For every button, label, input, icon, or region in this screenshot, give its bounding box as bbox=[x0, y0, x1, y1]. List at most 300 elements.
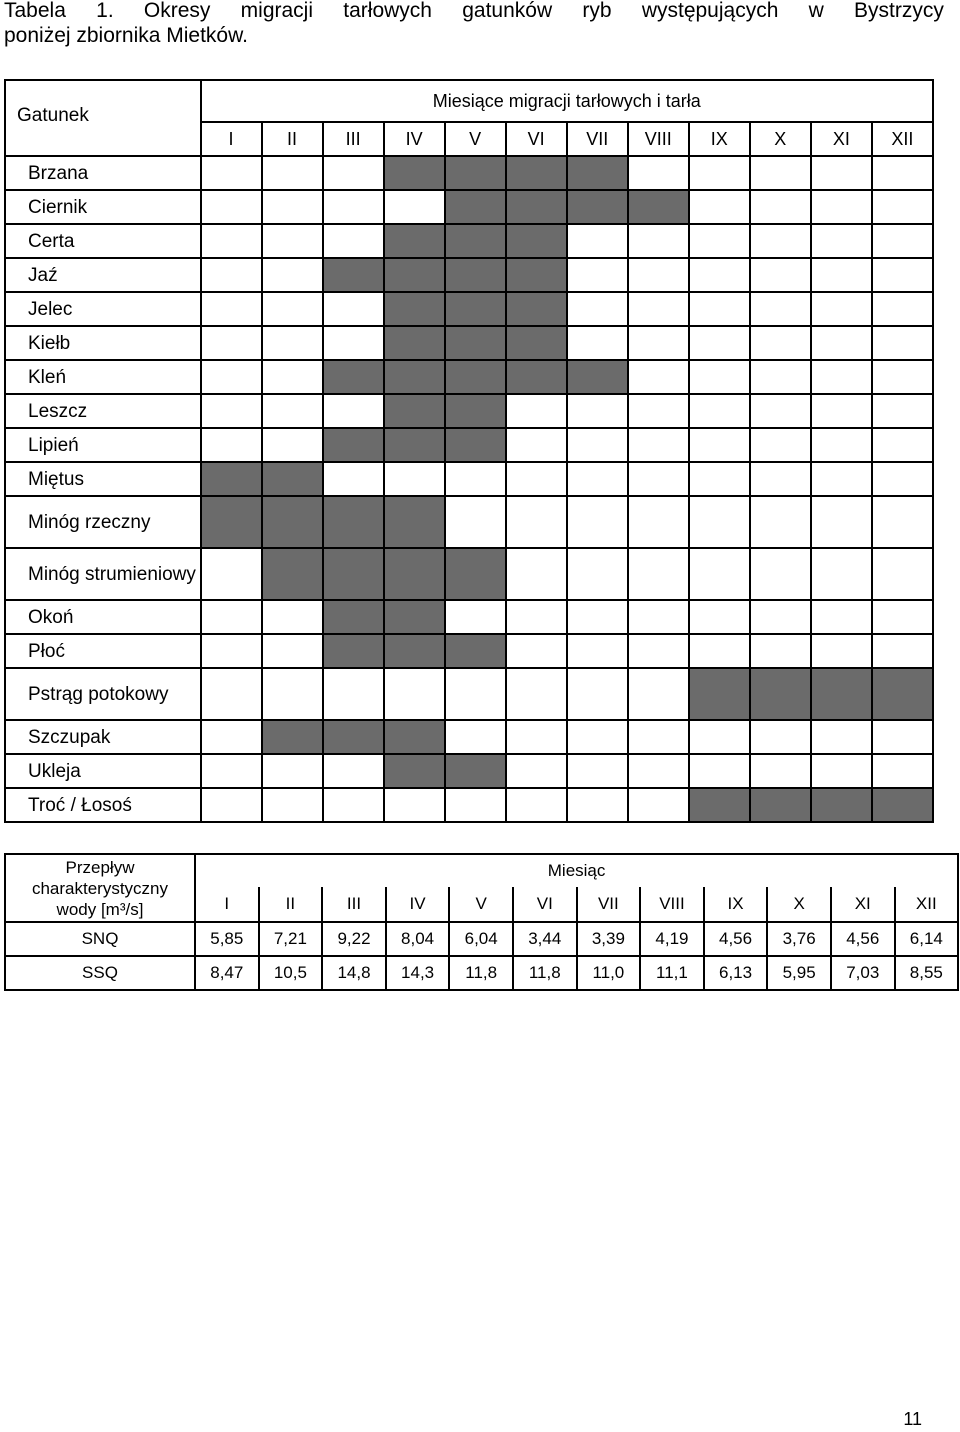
flow-value: 4,56 bbox=[831, 922, 895, 956]
month-cell bbox=[872, 156, 933, 190]
month-cell-shaded bbox=[384, 496, 445, 548]
month-cell bbox=[811, 754, 872, 788]
month-cell bbox=[445, 720, 506, 754]
month-cell bbox=[750, 292, 811, 326]
month-cell bbox=[811, 224, 872, 258]
month-cell bbox=[750, 156, 811, 190]
flow-months-header: Miesiąc bbox=[195, 854, 958, 887]
flow-month-header: VI bbox=[513, 887, 577, 922]
month-header-cell: I bbox=[201, 122, 262, 156]
month-cell bbox=[811, 292, 872, 326]
month-cell-shaded bbox=[445, 224, 506, 258]
caption-line-2: poniżej zbiornika Mietków. bbox=[4, 24, 248, 47]
species-name: Minóg rzeczny bbox=[5, 496, 201, 548]
month-cell bbox=[567, 668, 628, 720]
month-cell bbox=[323, 394, 384, 428]
month-cell-shaded bbox=[384, 600, 445, 634]
flow-value: 7,03 bbox=[831, 956, 895, 990]
month-cell bbox=[628, 224, 689, 258]
month-cell bbox=[872, 720, 933, 754]
species-row bbox=[5, 462, 933, 496]
species-row bbox=[5, 634, 933, 668]
month-cell-shaded bbox=[201, 496, 262, 548]
month-cell-shaded bbox=[384, 754, 445, 788]
month-cell-shaded bbox=[811, 788, 872, 822]
flow-header-line: charakterystyczny bbox=[31, 878, 169, 898]
flow-value: 11,0 bbox=[577, 956, 641, 990]
species-header-cell bbox=[5, 80, 201, 156]
month-cell bbox=[689, 292, 750, 326]
month-cell-shaded bbox=[323, 634, 384, 668]
month-cell-shaded bbox=[506, 258, 567, 292]
month-cell bbox=[628, 428, 689, 462]
species-row bbox=[5, 668, 933, 720]
species-name: Ciernik bbox=[5, 190, 201, 224]
month-cell bbox=[750, 600, 811, 634]
species-name: Minóg strumieniowy bbox=[5, 548, 201, 600]
flow-month-header: IX bbox=[704, 887, 768, 922]
month-header-cell: VII bbox=[567, 122, 628, 156]
month-cell bbox=[445, 600, 506, 634]
flow-value: 3,76 bbox=[767, 922, 831, 956]
flow-value: 3,44 bbox=[513, 922, 577, 956]
species-row bbox=[5, 496, 933, 548]
month-header-cell: VI bbox=[506, 122, 567, 156]
species-row bbox=[5, 326, 933, 360]
month-cell-shaded bbox=[506, 326, 567, 360]
month-cell bbox=[872, 292, 933, 326]
month-cell bbox=[689, 496, 750, 548]
month-cell bbox=[811, 258, 872, 292]
month-cell bbox=[872, 600, 933, 634]
month-cell bbox=[811, 462, 872, 496]
month-cell bbox=[201, 224, 262, 258]
month-cell-shaded bbox=[445, 326, 506, 360]
flow-header-line: Przepływ bbox=[65, 857, 135, 877]
flow-value: 7,21 bbox=[259, 922, 323, 956]
month-cell bbox=[201, 720, 262, 754]
month-cell bbox=[811, 634, 872, 668]
month-cell bbox=[262, 428, 323, 462]
month-cell-shaded bbox=[445, 754, 506, 788]
month-cell bbox=[262, 754, 323, 788]
month-cell bbox=[262, 190, 323, 224]
month-cell-shaded bbox=[323, 428, 384, 462]
page-number: 11 bbox=[903, 1409, 922, 1429]
month-cell bbox=[201, 258, 262, 292]
month-cell bbox=[506, 548, 567, 600]
month-cell bbox=[689, 224, 750, 258]
flow-value: 6,13 bbox=[704, 956, 768, 990]
month-cell-shaded bbox=[445, 360, 506, 394]
month-cell bbox=[750, 360, 811, 394]
species-name: Okoń bbox=[5, 600, 201, 634]
caption-word: Bystrzycy bbox=[854, 0, 944, 22]
flow-value: 3,39 bbox=[577, 922, 641, 956]
caption-word: Tabela bbox=[4, 0, 66, 22]
month-cell bbox=[445, 668, 506, 720]
month-cell bbox=[811, 496, 872, 548]
month-cell bbox=[445, 788, 506, 822]
month-cell bbox=[567, 394, 628, 428]
month-cell bbox=[750, 496, 811, 548]
month-cell bbox=[872, 258, 933, 292]
month-header-cell: V bbox=[445, 122, 506, 156]
flow-value: 14,3 bbox=[386, 956, 450, 990]
month-cell bbox=[445, 462, 506, 496]
flow-value: 10,5 bbox=[259, 956, 323, 990]
month-cell bbox=[567, 754, 628, 788]
month-cell-shaded bbox=[384, 292, 445, 326]
species-name: Jaź bbox=[5, 258, 201, 292]
month-header-cell: IV bbox=[384, 122, 445, 156]
month-cell bbox=[750, 548, 811, 600]
month-cell-shaded bbox=[384, 548, 445, 600]
month-cell-shaded bbox=[445, 258, 506, 292]
month-cell bbox=[262, 788, 323, 822]
flow-row bbox=[5, 922, 958, 956]
month-cell bbox=[811, 156, 872, 190]
month-cell bbox=[201, 190, 262, 224]
month-cell bbox=[872, 548, 933, 600]
month-cell-shaded bbox=[262, 496, 323, 548]
species-name: Kiełb bbox=[5, 326, 201, 360]
month-cell-shaded bbox=[384, 258, 445, 292]
month-cell bbox=[689, 190, 750, 224]
month-cell bbox=[628, 292, 689, 326]
month-cell-shaded bbox=[872, 788, 933, 822]
month-cell bbox=[506, 720, 567, 754]
species-row bbox=[5, 754, 933, 788]
month-cell bbox=[201, 634, 262, 668]
month-cell bbox=[445, 496, 506, 548]
species-row bbox=[5, 190, 933, 224]
month-cell bbox=[201, 394, 262, 428]
flow-row-label: SNQ bbox=[5, 922, 195, 956]
month-cell-shaded bbox=[323, 600, 384, 634]
species-name: Szczupak bbox=[5, 720, 201, 754]
month-cell bbox=[567, 720, 628, 754]
month-cell-shaded bbox=[628, 190, 689, 224]
month-cell bbox=[384, 788, 445, 822]
month-cell bbox=[628, 788, 689, 822]
month-cell bbox=[323, 754, 384, 788]
flow-month-header: IV bbox=[386, 887, 450, 922]
month-cell bbox=[628, 258, 689, 292]
flow-month-header: V bbox=[449, 887, 513, 922]
month-cell bbox=[872, 496, 933, 548]
caption-word: 1. bbox=[96, 0, 114, 22]
month-cell-shaded bbox=[506, 156, 567, 190]
flow-month-header: III bbox=[322, 887, 386, 922]
species-name: Ukleja bbox=[5, 754, 201, 788]
month-header-cell: VIII bbox=[628, 122, 689, 156]
flow-value: 9,22 bbox=[322, 922, 386, 956]
month-cell-shaded bbox=[750, 788, 811, 822]
month-cell bbox=[567, 788, 628, 822]
month-cell bbox=[384, 668, 445, 720]
flow-value: 8,55 bbox=[895, 956, 959, 990]
month-cell bbox=[323, 292, 384, 326]
month-cell bbox=[628, 462, 689, 496]
month-cell bbox=[201, 360, 262, 394]
month-cell bbox=[201, 668, 262, 720]
month-cell bbox=[262, 394, 323, 428]
month-cell bbox=[323, 190, 384, 224]
month-cell-shaded bbox=[506, 292, 567, 326]
month-cell bbox=[750, 190, 811, 224]
flow-value: 4,19 bbox=[640, 922, 704, 956]
month-cell bbox=[201, 428, 262, 462]
month-cell bbox=[567, 496, 628, 548]
month-cell bbox=[750, 720, 811, 754]
flow-month-header: X bbox=[767, 887, 831, 922]
month-cell bbox=[811, 720, 872, 754]
month-cell bbox=[628, 754, 689, 788]
month-cell bbox=[811, 360, 872, 394]
month-cell bbox=[384, 462, 445, 496]
flow-month-header: XI bbox=[831, 887, 895, 922]
flow-table bbox=[4, 853, 959, 991]
flow-month-header: I bbox=[195, 887, 259, 922]
month-cell bbox=[201, 548, 262, 600]
month-cell-shaded bbox=[384, 720, 445, 754]
species-name: Brzana bbox=[5, 156, 201, 190]
species-row bbox=[5, 788, 933, 822]
month-cell bbox=[872, 428, 933, 462]
month-cell bbox=[567, 600, 628, 634]
species-name: Pstrąg potokowy bbox=[5, 668, 201, 720]
month-cell bbox=[323, 156, 384, 190]
month-cell bbox=[628, 668, 689, 720]
month-cell bbox=[201, 292, 262, 326]
month-cell bbox=[567, 292, 628, 326]
month-cell-shaded bbox=[323, 360, 384, 394]
month-cell bbox=[262, 326, 323, 360]
flow-header-cell bbox=[5, 854, 195, 922]
flow-value: 11,8 bbox=[513, 956, 577, 990]
caption-line-1 bbox=[4, 0, 944, 23]
month-cell bbox=[506, 428, 567, 462]
month-cell-shaded bbox=[384, 156, 445, 190]
flow-value: 5,85 bbox=[195, 922, 259, 956]
month-cell bbox=[506, 394, 567, 428]
month-cell bbox=[323, 462, 384, 496]
month-cell bbox=[201, 156, 262, 190]
month-cell bbox=[628, 156, 689, 190]
month-header-cell: III bbox=[323, 122, 384, 156]
month-cell-shaded bbox=[506, 360, 567, 394]
months-header: Miesiące migracji tarłowych i tarła bbox=[201, 80, 933, 122]
month-cell bbox=[811, 190, 872, 224]
month-cell-shaded bbox=[567, 360, 628, 394]
month-cell bbox=[506, 754, 567, 788]
month-cell bbox=[323, 224, 384, 258]
month-cell bbox=[262, 258, 323, 292]
species-name: Leszcz bbox=[5, 394, 201, 428]
month-cell-shaded bbox=[384, 428, 445, 462]
month-cell bbox=[811, 394, 872, 428]
caption-word: migracji bbox=[240, 0, 314, 22]
flow-value: 4,56 bbox=[704, 922, 768, 956]
species-row bbox=[5, 600, 933, 634]
month-cell bbox=[201, 326, 262, 360]
month-cell-shaded bbox=[384, 360, 445, 394]
month-cell bbox=[750, 224, 811, 258]
species-row bbox=[5, 428, 933, 462]
month-cell bbox=[506, 496, 567, 548]
month-cell-shaded bbox=[323, 720, 384, 754]
month-cell-shaded bbox=[323, 548, 384, 600]
month-cell bbox=[811, 600, 872, 634]
month-cell bbox=[750, 394, 811, 428]
species-row bbox=[5, 292, 933, 326]
month-cell bbox=[201, 788, 262, 822]
month-cell bbox=[323, 788, 384, 822]
month-cell bbox=[750, 754, 811, 788]
month-cell bbox=[567, 428, 628, 462]
month-cell bbox=[262, 634, 323, 668]
caption-word: ryb bbox=[582, 0, 612, 22]
month-cell bbox=[750, 326, 811, 360]
month-cell bbox=[506, 634, 567, 668]
month-cell bbox=[628, 360, 689, 394]
species-header: Gatunek bbox=[17, 105, 89, 126]
month-cell bbox=[872, 224, 933, 258]
month-cell bbox=[689, 360, 750, 394]
migration-table bbox=[4, 79, 934, 823]
month-cell bbox=[567, 326, 628, 360]
month-cell bbox=[750, 428, 811, 462]
month-cell-shaded bbox=[872, 668, 933, 720]
species-row bbox=[5, 224, 933, 258]
month-cell bbox=[323, 326, 384, 360]
month-cell bbox=[811, 326, 872, 360]
month-cell bbox=[628, 600, 689, 634]
month-cell bbox=[567, 548, 628, 600]
month-cell bbox=[872, 190, 933, 224]
month-cell bbox=[872, 754, 933, 788]
month-cell bbox=[628, 720, 689, 754]
month-cell-shaded bbox=[506, 224, 567, 258]
flow-value: 8,47 bbox=[195, 956, 259, 990]
month-cell bbox=[628, 394, 689, 428]
month-cell-shaded bbox=[445, 292, 506, 326]
month-cell-shaded bbox=[445, 156, 506, 190]
month-header-cell: XI bbox=[811, 122, 872, 156]
flow-row-label: SSQ bbox=[5, 956, 195, 990]
flow-value: 5,95 bbox=[767, 956, 831, 990]
month-cell-shaded bbox=[201, 462, 262, 496]
month-cell bbox=[689, 428, 750, 462]
month-cell bbox=[323, 668, 384, 720]
month-cell bbox=[567, 258, 628, 292]
month-cell bbox=[384, 190, 445, 224]
caption-word: występujących bbox=[641, 0, 779, 22]
month-cell bbox=[262, 292, 323, 326]
month-cell bbox=[262, 668, 323, 720]
month-cell-shaded bbox=[384, 326, 445, 360]
flow-value: 6,14 bbox=[895, 922, 959, 956]
month-cell bbox=[567, 224, 628, 258]
month-cell bbox=[811, 548, 872, 600]
month-cell-shaded bbox=[445, 548, 506, 600]
caption-word: w bbox=[808, 0, 824, 22]
month-cell bbox=[750, 634, 811, 668]
flow-month-header: VIII bbox=[640, 887, 704, 922]
flow-header-line: wody [m³/s] bbox=[56, 899, 144, 919]
month-cell-shaded bbox=[384, 634, 445, 668]
flow-value: 8,04 bbox=[386, 922, 450, 956]
species-name: Kleń bbox=[5, 360, 201, 394]
month-cell bbox=[750, 258, 811, 292]
month-cell bbox=[628, 326, 689, 360]
month-header-cell: II bbox=[262, 122, 323, 156]
species-name: Miętus bbox=[5, 462, 201, 496]
species-row bbox=[5, 360, 933, 394]
month-cell bbox=[750, 462, 811, 496]
month-cell-shaded bbox=[689, 788, 750, 822]
month-cell-shaded bbox=[445, 634, 506, 668]
caption-word: tarłowych bbox=[343, 0, 432, 22]
month-cell bbox=[872, 462, 933, 496]
month-cell bbox=[689, 548, 750, 600]
month-cell-shaded bbox=[323, 496, 384, 548]
month-cell-shaded bbox=[811, 668, 872, 720]
flow-value: 11,1 bbox=[640, 956, 704, 990]
caption-word: Okresy bbox=[143, 0, 211, 22]
month-cell bbox=[872, 634, 933, 668]
month-cell bbox=[262, 360, 323, 394]
month-cell-shaded bbox=[445, 428, 506, 462]
month-cell bbox=[628, 634, 689, 668]
table-caption bbox=[4, 0, 944, 48]
flow-month-header: II bbox=[259, 887, 323, 922]
month-cell-shaded bbox=[323, 258, 384, 292]
month-cell bbox=[689, 634, 750, 668]
flow-value: 11,8 bbox=[449, 956, 513, 990]
month-cell bbox=[506, 788, 567, 822]
month-cell bbox=[689, 720, 750, 754]
month-cell-shaded bbox=[445, 190, 506, 224]
month-cell bbox=[689, 394, 750, 428]
month-cell bbox=[506, 668, 567, 720]
flow-value: 14,8 bbox=[322, 956, 386, 990]
species-name: Płoć bbox=[5, 634, 201, 668]
month-cell bbox=[689, 326, 750, 360]
month-cell bbox=[201, 600, 262, 634]
month-cell bbox=[689, 156, 750, 190]
month-cell bbox=[628, 548, 689, 600]
month-cell bbox=[506, 600, 567, 634]
month-header-cell: XII bbox=[872, 122, 933, 156]
month-cell bbox=[262, 156, 323, 190]
month-cell-shaded bbox=[262, 720, 323, 754]
species-row bbox=[5, 156, 933, 190]
month-cell-shaded bbox=[506, 190, 567, 224]
flow-month-header: XII bbox=[895, 887, 959, 922]
month-cell-shaded bbox=[262, 462, 323, 496]
month-cell-shaded bbox=[567, 156, 628, 190]
species-name: Troć / Łosoś bbox=[5, 788, 201, 822]
flow-value: 6,04 bbox=[449, 922, 513, 956]
month-cell-shaded bbox=[689, 668, 750, 720]
month-cell bbox=[689, 600, 750, 634]
month-cell bbox=[567, 462, 628, 496]
month-cell bbox=[262, 224, 323, 258]
species-row bbox=[5, 258, 933, 292]
species-name: Lipień bbox=[5, 428, 201, 462]
